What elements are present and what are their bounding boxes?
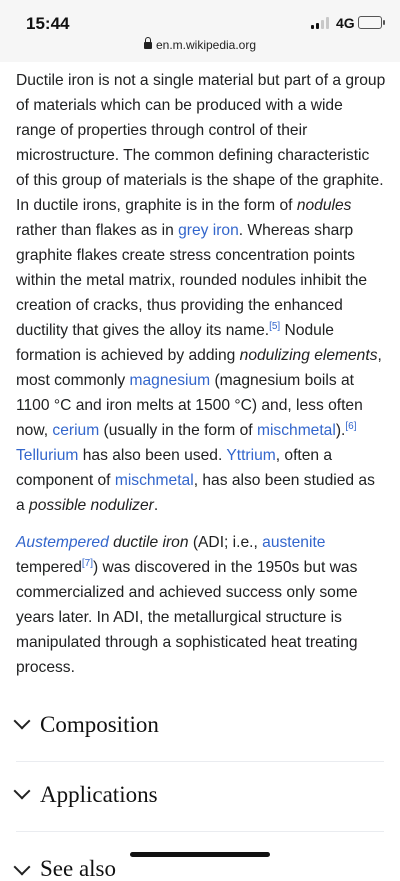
section-applications[interactable] (16, 771, 384, 832)
battery-icon (358, 16, 382, 29)
text: , often a component of (16, 447, 333, 489)
emphasis-possible-nodulizer: possible nodulizer (29, 497, 154, 514)
reference-7[interactable]: [7] (81, 557, 94, 569)
link-cerium[interactable]: cerium (52, 422, 100, 439)
reference-5[interactable]: [5] (269, 320, 281, 332)
text: has also been used. (78, 447, 227, 464)
link-tellurium[interactable]: Tellurium (16, 447, 79, 464)
home-indicator[interactable] (130, 852, 270, 857)
emphasis-ductile-iron: ductile iron (108, 534, 189, 551)
status-bar (0, 0, 400, 62)
paragraph-2 (16, 530, 386, 680)
text: , most commonly (16, 347, 382, 389)
link-magnesium[interactable]: magnesium (129, 372, 211, 389)
text: (usually in the form of (99, 422, 257, 439)
text: (magnesium boils at 1100 °C and iron melts at 1500 °C) and, less often now, (16, 372, 363, 439)
reference-6[interactable]: [6] (345, 420, 357, 432)
section-title-see-also: See also (40, 856, 117, 881)
text: , has also been studied as a (16, 472, 375, 514)
emphasis-nodulizing-elements: nodulizing elements (239, 347, 378, 364)
section-composition[interactable] (16, 701, 384, 762)
link-mischmetal-2[interactable]: mischmetal (114, 472, 194, 489)
emphasis-nodules: nodules (296, 197, 352, 214)
section-title-composition: Composition (40, 712, 159, 737)
address-bar[interactable] (0, 38, 400, 52)
chevron-down-icon (14, 783, 31, 800)
text: ). (335, 422, 346, 439)
section-title-applications: Applications (40, 782, 158, 807)
link-austenite[interactable]: austenite (262, 534, 326, 551)
link-austempered-text: Austempered (16, 534, 109, 551)
chevron-down-icon (14, 859, 31, 876)
network-type: 4G (336, 15, 355, 31)
link-grey-iron[interactable]: grey iron (178, 222, 239, 239)
signal-icon (311, 17, 331, 29)
text: tempered (16, 559, 82, 576)
text: (ADI; i.e., (188, 534, 263, 551)
text: rather than flakes as in (16, 222, 179, 239)
status-time: 15:44 (26, 14, 70, 33)
text: Nodule formation is achieved by adding (16, 322, 334, 364)
link-austempered[interactable] (16, 534, 109, 551)
url-text: en.m.wikipedia.org (155, 38, 257, 52)
chevron-down-icon (14, 713, 31, 730)
article-body (16, 68, 386, 692)
paragraph-1 (16, 68, 386, 518)
link-yttrium[interactable]: Yttrium (226, 447, 276, 464)
text: Ductile iron is not a single material but part of a group of materials which can be produced with a wide range of properties through control of their microstructure. The common defining characteristic of this group of materials is the shape of the graphite. In ductile irons, graphite is in the form of (16, 72, 386, 214)
text: . Whereas sharp graphite flakes create stress concentration points within the metal matrix, rounded nodules inhibit the creation of cracks, thus providing the enhanced ductility that gives the alloy its name. (16, 222, 368, 339)
text: ) was discovered in the 1950s but was commercialized and achieved success only some years later. In ADI, the metallurgical structure is manipulated through a sophisticated heat treating process. (16, 559, 358, 676)
text: . (153, 497, 159, 514)
link-mischmetal[interactable]: mischmetal (256, 422, 336, 439)
lock-icon (144, 42, 152, 49)
